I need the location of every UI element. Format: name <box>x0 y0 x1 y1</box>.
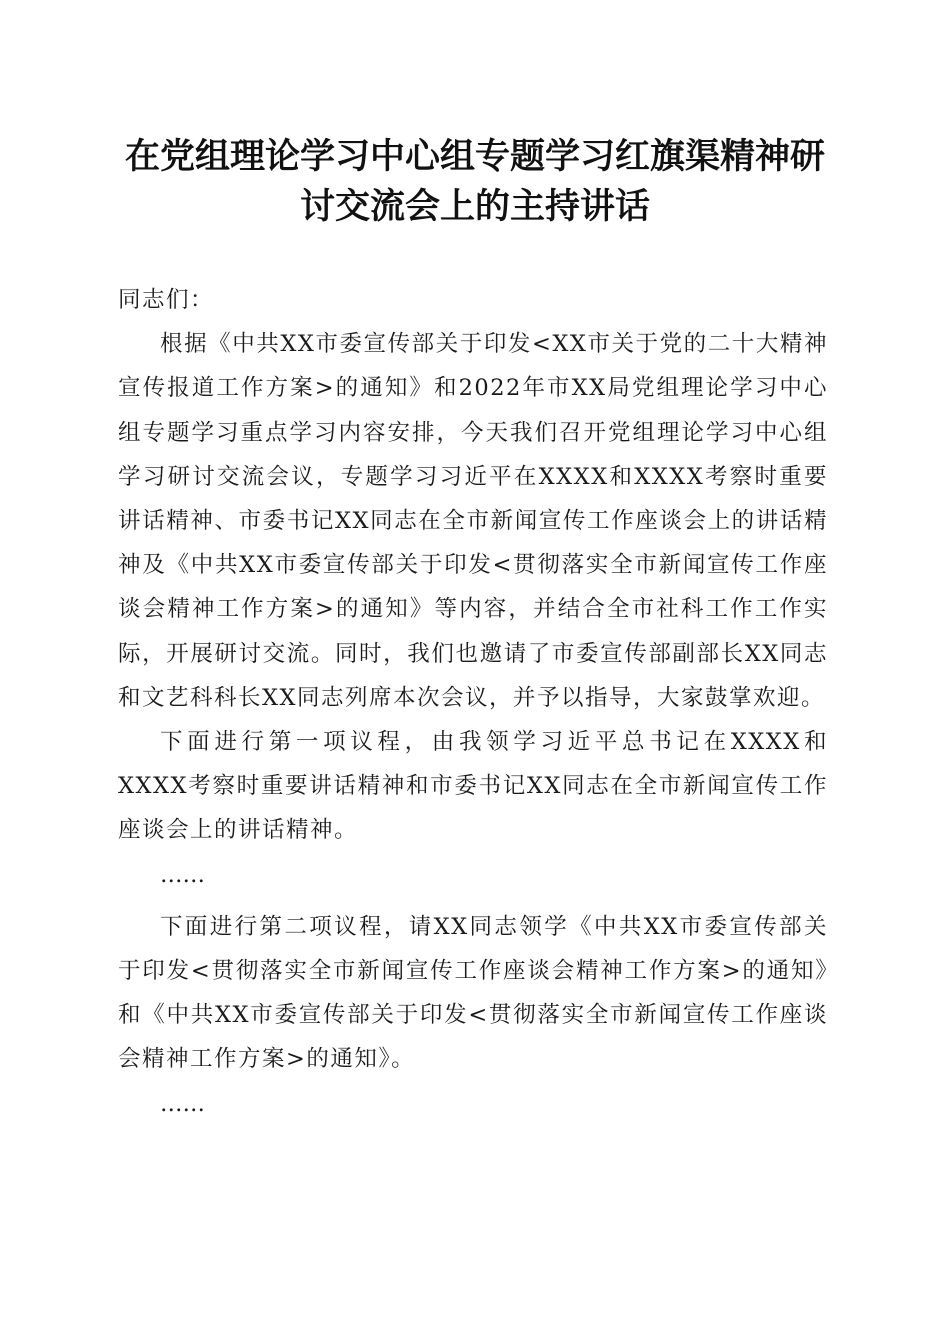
paragraph-agenda-1: 下面进行第一项议程，由我领学习近平总书记在XXXX和XXXX考察时重要讲话精神和市委书记XX同志在全市新闻宣传工作座谈会上的讲话精神。 <box>118 729 828 844</box>
paragraph-agenda-2: 下面进行第二项议程，请XX同志领学《中共XX市委宣传部关于印发<贯彻落实全市新闻宣传工作座谈会精神工作方案>的通知》和《中共XX市委宣传部关于印发<贯彻落实全市新闻宣传工作座谈会精神工作方案>的通知》。 <box>118 913 828 1073</box>
ellipsis-1: …… <box>160 861 205 888</box>
ellipsis-2: …… <box>160 1090 205 1117</box>
document-body <box>118 278 828 1134</box>
title-line-2: 讨交流会上的主持讲话 <box>299 186 650 227</box>
salutation: 同志们： <box>118 287 215 313</box>
document-title <box>110 132 840 232</box>
title-line-1: 在党组理论学习中心组专题学习红旗渠精神研 <box>124 136 825 177</box>
paragraph-opening: 根据《中共XX市委宣传部关于印发<XX市关于党的二十大精神宣传报道工作方案>的通知》和2022年市XX局党组理论学习中心组专题学习重点学习内容安排，今天我们召开党组理论学习中心组学习研讨交流会议，专题学习习近平在XXXX和XXXX考察时重要讲话精神、市委书记XX同志在全市新闻宣传工作座谈会上的讲话精神及《中共XX市委宣传部关于印发<贯彻落实全市新闻宣传工作座谈会精神工作方案>的通知》等内容，并结合全市社科工作工作实际，开展研讨交流。同时，我们也邀请了市委宣传部副部长XX同志和文艺科科长XX同志列席本次会议，并予以指导，大家鼓掌欢迎。 <box>118 331 828 711</box>
